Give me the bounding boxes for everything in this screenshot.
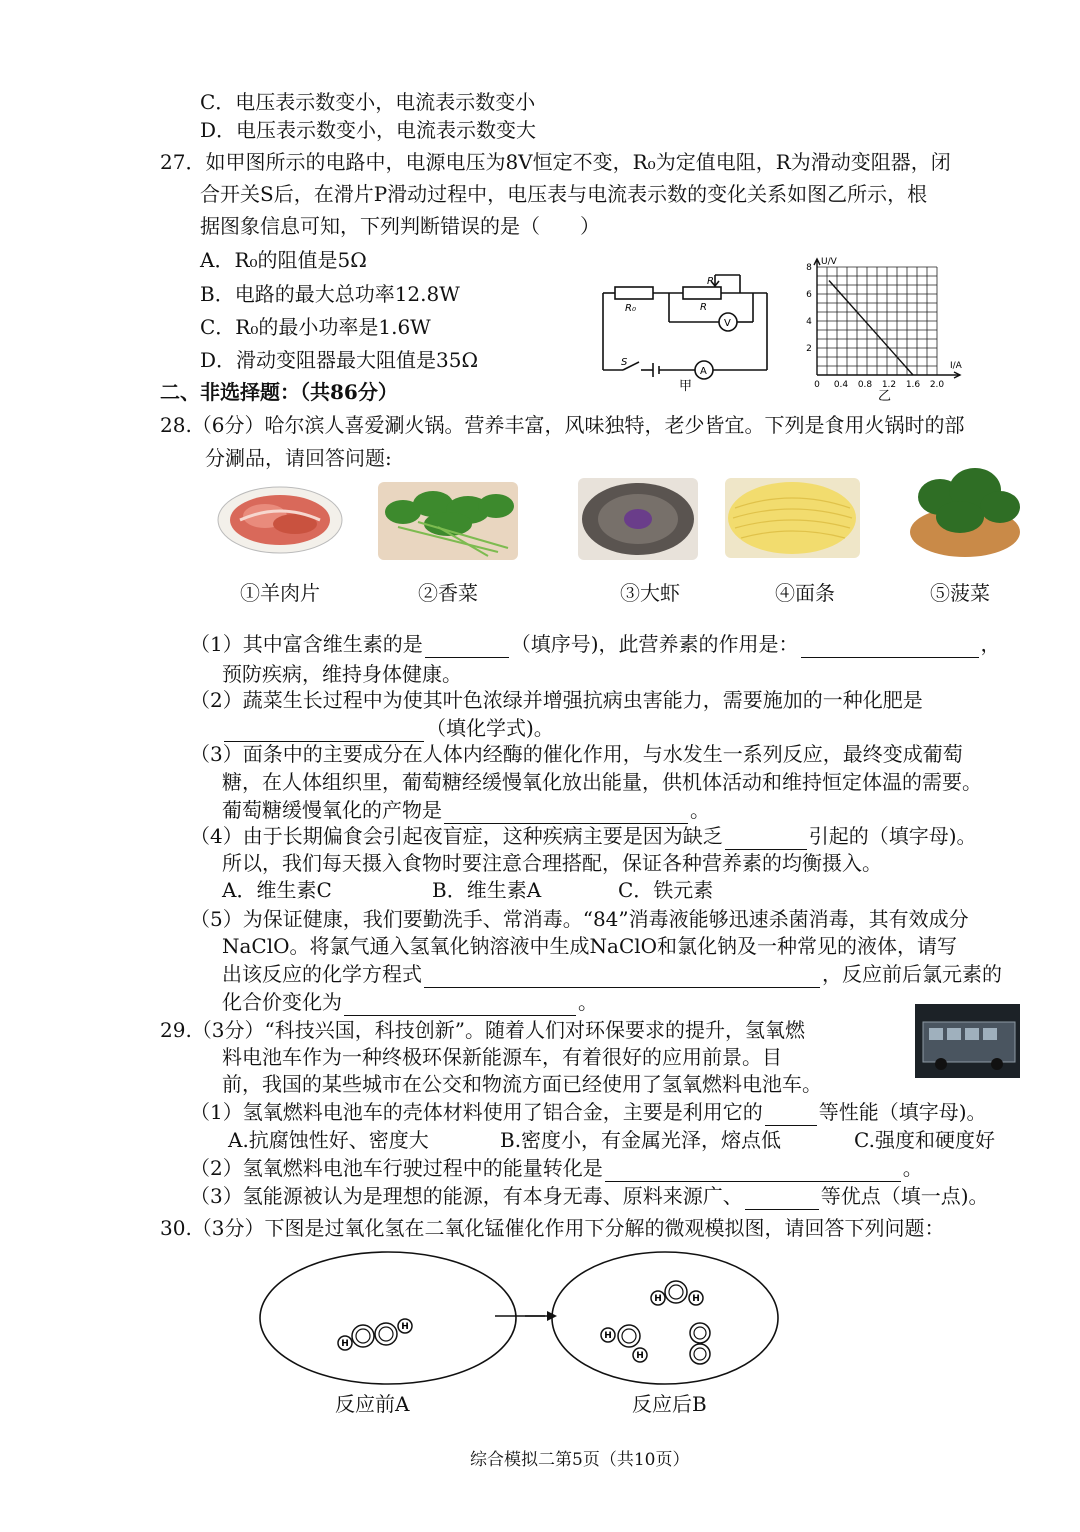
answer-blank[interactable] xyxy=(801,637,979,658)
o-atom xyxy=(690,1344,710,1364)
x-tick-label: 0 xyxy=(814,380,820,390)
graph-xlabel: I/A xyxy=(950,361,962,371)
u-i-series-line xyxy=(829,281,913,376)
o-atom xyxy=(618,1325,640,1347)
q27-option-c: C．R₀的最小功率是1.6W xyxy=(200,315,431,339)
graph-caption: 乙 xyxy=(878,389,892,402)
q28-part4-line1: （4）由于长期偏食会引起夜盲症，这种疾病主要是因为缺乏 引起的（填字母)。 xyxy=(190,824,977,848)
h-atom-label: H xyxy=(401,1322,409,1332)
q28-part4-optA: A．维生素C xyxy=(222,878,332,902)
graph-ylabel: U/V xyxy=(821,257,837,267)
label-s: S xyxy=(621,357,628,368)
fuel-cell-bus-image xyxy=(915,1004,1020,1078)
o-atom xyxy=(690,1323,710,1343)
q28-part4-optB: B．维生素A xyxy=(432,878,542,902)
answer-blank[interactable] xyxy=(745,1189,819,1210)
q28-part5-line3: 出该反应的化学方程式 ，反应前后氯元素的 xyxy=(222,962,1002,986)
section-2-heading: 二、非选择题：（共86分） xyxy=(160,380,398,404)
q27-stem-line2: 合开关S后，在滑片P滑动过程中，电压表与电流表示数的变化关系如图乙所示，根 xyxy=(200,182,928,206)
o-atom xyxy=(352,1325,374,1347)
coriander-image xyxy=(378,482,518,560)
answer-blank[interactable] xyxy=(765,1105,817,1126)
q29-part1-line1: （1）氢氧燃料电池车的壳体材料使用了铝合金，主要是利用它的 等性能（填字母)。 xyxy=(190,1100,987,1124)
q28-part1-line1: （1）其中富含维生素的是 （填序号)，此营养素的作用是： ， xyxy=(190,632,1001,656)
u-i-graph xyxy=(795,250,970,402)
label-r0: R₀ xyxy=(625,303,636,314)
food-caption-4: ④面条 xyxy=(775,581,835,605)
q28-stem-line1: 28.（6分）哈尔滨人喜爱涮火锅。营养丰富，风味独特，老少皆宜。下列是食用火锅时的部 xyxy=(160,413,965,437)
y-tick-label: 8 xyxy=(806,263,812,273)
label-a: A xyxy=(700,366,707,377)
circuit-caption: 甲 xyxy=(679,379,693,392)
label-before-a: 反应前A xyxy=(335,1392,410,1416)
r0-resistor xyxy=(615,287,653,299)
food-caption-5: ⑤菠菜 xyxy=(930,581,990,605)
answer-blank[interactable] xyxy=(444,803,688,824)
label-after-b: 反应后B xyxy=(632,1392,707,1416)
spinach-image xyxy=(905,462,1025,562)
y-tick-label: 4 xyxy=(806,317,812,327)
answer-blank[interactable] xyxy=(725,829,807,850)
q28-part3-line2: 糖，在人体组织里，葡萄糖经缓慢氧化放出能量，供机体活动和维持恒定体温的需要。 xyxy=(222,770,982,794)
q28-part5-line1: （5）为保证健康，我们要勤洗手、常消毒。“84”消毒液能够迅速杀菌消毒，其有效成分 xyxy=(190,907,969,931)
h-atom-label: H xyxy=(604,1331,612,1341)
label-v: V xyxy=(724,318,731,329)
q28-part4-line2: 所以，我们每天摄入食物时要注意合理搭配，保证各种营养素的均衡摄入。 xyxy=(222,851,882,875)
o-atom xyxy=(375,1323,397,1345)
label-r: R xyxy=(700,302,707,313)
food-caption-3: ③大虾 xyxy=(620,581,680,605)
answer-blank[interactable] xyxy=(425,637,509,658)
o-atom xyxy=(665,1281,687,1303)
mutton-slices-image xyxy=(215,482,345,554)
q29-stem-line2: 料电池车作为一种终极环保新能源车，有着很好的应用前景。目 xyxy=(222,1045,782,1069)
q27-stem-line3: 据图象信息可知，下列判断错误的是（ ） xyxy=(200,214,600,238)
q29-stem-line3: 前，我国的某些城市在公交和物流方面已经使用了氢氧燃料电池车。 xyxy=(222,1072,822,1096)
q28-stem-line2: 分涮品，请回答问题: xyxy=(205,446,392,470)
q27-option-a: A．R₀的阻值是5Ω xyxy=(200,248,367,272)
h-atom-label: H xyxy=(654,1294,662,1304)
q29-part3: （3）氢能源被认为是理想的能源，有本身无毒、原料来源广、 等优点（填一点)。 xyxy=(190,1184,989,1208)
q29-option-c: C.强度和硬度好 xyxy=(854,1128,995,1152)
q28-part2-line1: （2）蔬菜生长过程中为使其叶色浓绿并增强抗病虫害能力，需要施加的一种化肥是 xyxy=(190,688,923,712)
q28-part5-line2: NaClO。将氯气通入氢氧化钠溶液中生成NaClO和氯化钠及一种常见的液体，请写 xyxy=(222,934,958,958)
circuit-diagram xyxy=(595,270,775,392)
x-tick-label: 1.2 xyxy=(881,380,897,390)
q29-option-b: B.密度小，有金属光泽，熔点低 xyxy=(500,1128,782,1152)
x-tick-label: 2.0 xyxy=(929,380,945,390)
before-ellipse xyxy=(260,1252,516,1384)
y-tick-label: 2 xyxy=(806,344,812,354)
q28-part3-line3: 葡萄糖缓慢氧化的产物是 。 xyxy=(222,798,710,822)
q30-stem: 30.（3分）下图是过氧化氢在二氧化锰催化作用下分解的微观模拟图，请回答下列问题： xyxy=(160,1216,945,1240)
answer-blank[interactable] xyxy=(605,1161,901,1182)
food-caption-2: ②香菜 xyxy=(418,581,478,605)
page-footer: 综合模拟二第5页（共10页） xyxy=(470,1450,690,1470)
q29-stem-line1: 29.（3分）“科技兴国，科技创新”。随着人们对环保要求的提升，氢氧燃 xyxy=(160,1018,805,1042)
molecule-diagram xyxy=(255,1248,785,1403)
noodles-image xyxy=(725,478,860,558)
after-ellipse xyxy=(552,1252,778,1384)
answer-blank[interactable] xyxy=(344,995,576,1016)
answer-blank[interactable] xyxy=(424,967,820,988)
q28-part1-line2: 预防疾病，维持身体健康。 xyxy=(222,662,462,686)
q27-stem-line1: 27．如甲图所示的电路中，电源电压为8V恒定不变，R₀为定值电阻，R为滑动变阻器，闭 xyxy=(160,150,951,174)
x-tick-label: 0.4 xyxy=(833,380,849,390)
q28-part2-line2: （填化学式)。 xyxy=(222,714,554,742)
y-tick-label: 6 xyxy=(806,290,812,300)
h-atom-label: H xyxy=(636,1351,644,1361)
q28-part3-line1: （3）面条中的主要成分在人体内经酶的催化作用，与水发生一系列反应，最终变成葡萄 xyxy=(190,742,963,766)
q29-part2: （2）氢氧燃料电池车行驶过程中的能量转化是 。 xyxy=(190,1156,923,1180)
x-tick-label: 1.6 xyxy=(905,380,921,390)
q29-option-a: A.抗腐蚀性好、密度大 xyxy=(228,1128,429,1152)
x-tick-label: 0.8 xyxy=(857,380,873,390)
label-p: P xyxy=(707,276,714,287)
q27-option-d: D．滑动变阻器最大阻值是35Ω xyxy=(200,348,479,372)
food-caption-1: ①羊肉片 xyxy=(240,581,320,605)
q26-option-d: D．电压表示数变小，电流表示数变大 xyxy=(200,118,537,142)
shrimp-image xyxy=(578,478,698,560)
q28-part5-line4: 化合价变化为 。 xyxy=(222,990,598,1014)
h-atom-label: H xyxy=(341,1339,349,1349)
q27-option-b: B．电路的最大总功率12.8W xyxy=(200,282,460,306)
q28-part4-optC: C．铁元素 xyxy=(618,878,714,902)
q26-option-c: C．电压表示数变小，电流表示数变小 xyxy=(200,90,536,114)
rheostat xyxy=(683,287,721,299)
answer-blank[interactable] xyxy=(224,721,424,742)
h-atom-label: H xyxy=(692,1294,700,1304)
